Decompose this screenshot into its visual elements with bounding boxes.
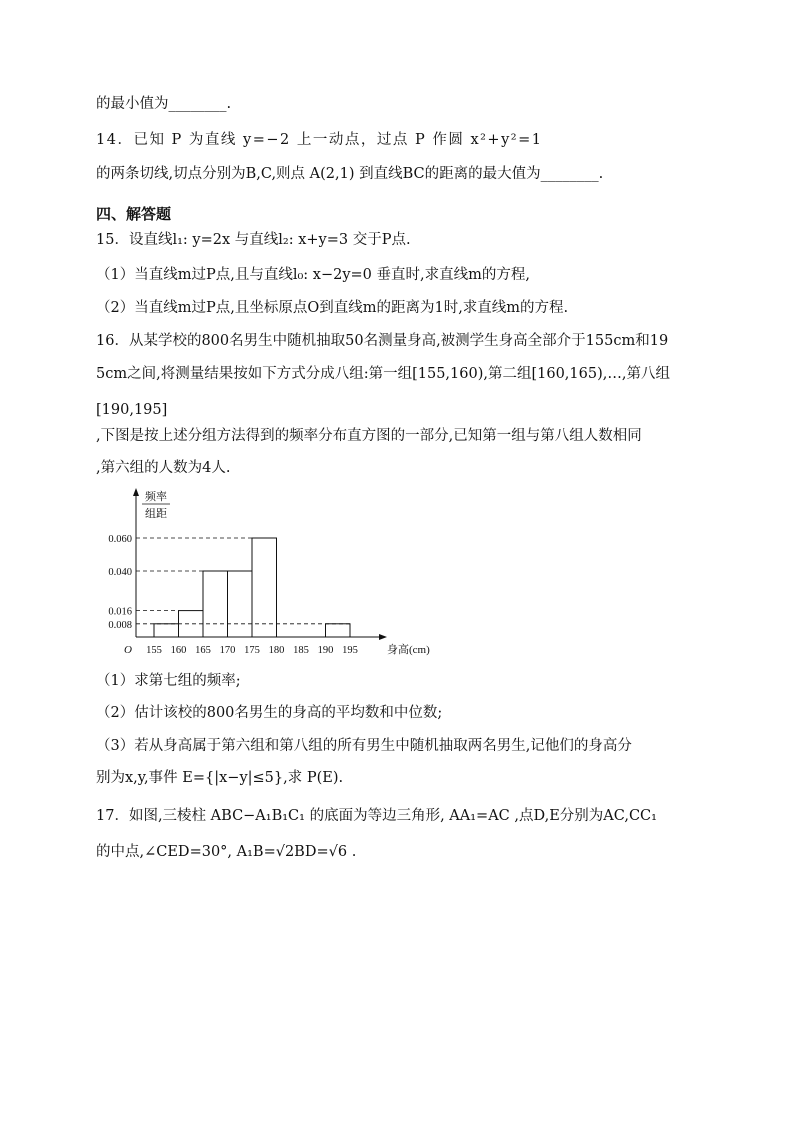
x-axis-arrow bbox=[379, 634, 387, 640]
q16-line5: ,第六组的人数为4人. bbox=[96, 460, 231, 476]
q16-part2: （2）估计该校的800名男生的身高的平均数和中位数; bbox=[96, 705, 443, 721]
q15-stem: 15．设直线l₁: y=2x 与直线l₂: x+y=3 交于P点. bbox=[96, 232, 411, 248]
q17-line1: 17．如图,三棱柱 ABC−A₁B₁C₁ 的底面为等边三角形, AA₁=AC ,点D,E分别为AC,CC₁ bbox=[96, 808, 657, 824]
q16-part3-line2: 别为x,y,事件 E={|x−y|≤5},求 P(E). bbox=[96, 770, 344, 786]
q14-line1: 14．已知 P 为直线 y=−2 上一动点，过点 P 作圆 x²+y²=1 bbox=[96, 132, 543, 148]
histogram-bar bbox=[203, 571, 228, 637]
y-axis-arrow bbox=[133, 488, 139, 496]
histogram-bar bbox=[326, 624, 351, 637]
x-tick-label: 155 bbox=[146, 645, 162, 656]
x-tick-label: 165 bbox=[195, 645, 211, 656]
origin-label: O bbox=[124, 644, 132, 656]
x-tick-label: 180 bbox=[268, 645, 285, 656]
x-tick-label: 195 bbox=[342, 645, 358, 656]
histogram-bar bbox=[252, 538, 277, 637]
y-tick-label: 0.016 bbox=[108, 606, 132, 618]
x-tick-label: 175 bbox=[244, 645, 260, 656]
q15-part2: （2）当直线m过P点,且坐标原点O到直线m的距离为1时,求直线m的方程. bbox=[96, 300, 569, 316]
x-axis-label: 身高(cm) bbox=[387, 644, 430, 656]
histogram-bar bbox=[228, 571, 253, 637]
histogram-labels bbox=[108, 489, 430, 656]
histogram-bars bbox=[154, 538, 350, 637]
x-tick-label: 160 bbox=[170, 645, 187, 656]
x-tick-label: 185 bbox=[293, 645, 309, 656]
q16-line3: [190,195] bbox=[96, 402, 168, 418]
x-tick-label: 170 bbox=[219, 645, 236, 656]
x-tick-label: 190 bbox=[317, 645, 334, 656]
q16-line4: ,下图是按上述分组方法得到的频率分布直方图的一部分,已知第一组与第八组人数相同 bbox=[96, 428, 642, 444]
q13-tail: 的最小值为________. bbox=[96, 96, 232, 112]
q17-line2: 的中点,∠CED=30°, A₁B=√2BD=√6 . bbox=[96, 844, 357, 860]
y-tick-label: 0.040 bbox=[108, 567, 132, 578]
q15-part1: （1）当直线m过P点,且与直线l₀: x−2y=0 垂直时,求直线m的方程, bbox=[96, 267, 530, 283]
section-heading: 四、解答题 bbox=[96, 205, 172, 223]
q16-line1: 16．从某学校的800名男生中随机抽取50名测量身高,被测学生身高全部介于155cm和19 bbox=[96, 333, 669, 349]
y-tick-label: 0.008 bbox=[108, 619, 132, 631]
histogram-axes bbox=[133, 488, 387, 640]
q16-part3-line1: （3）若从身高属于第六组和第八组的所有男生中随机抽取两名男生,记他们的身高分 bbox=[96, 738, 632, 754]
q16-part1: （1）求第七组的频率; bbox=[96, 673, 241, 689]
y-tick-label: 0.060 bbox=[108, 534, 132, 545]
frequency-histogram bbox=[96, 486, 456, 664]
y-axis-label-numerator: 频率 bbox=[145, 491, 167, 503]
histogram-bar bbox=[154, 624, 179, 637]
q16-line2: 5cm之间,将测量结果按如下方式分成八组:第一组[155,160),第二组[160,165),…,第八组 bbox=[96, 366, 670, 382]
y-axis-label-denominator: 组距 bbox=[145, 508, 167, 520]
q14-line2: 的两条切线,切点分别为B,C,则点 A(2,1) 到直线BC的距离的最大值为________. bbox=[96, 166, 604, 182]
